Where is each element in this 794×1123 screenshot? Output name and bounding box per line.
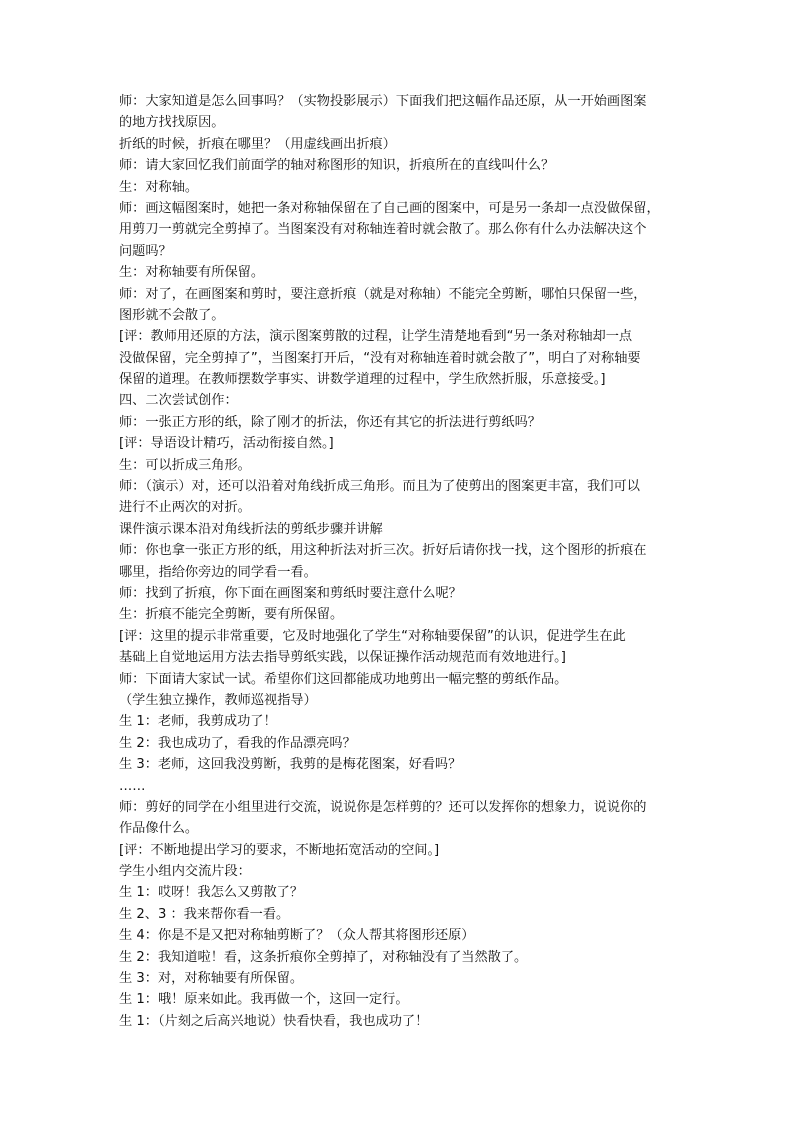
text-line: 生 2：我知道啦！看，这条折痕你全剪掉了，对称轴没有了当然散了。 <box>119 949 528 965</box>
text-line: 问题吗？ <box>119 243 172 259</box>
text-line: 生：对称轴。 <box>119 179 199 195</box>
text-line: 生：折痕不能完全剪断，要有所保留。 <box>119 607 344 623</box>
document-body <box>119 91 675 1032</box>
text-line: 生 3：老师，这回我没剪断，我剪的是梅花图案，好看吗？ <box>119 757 462 773</box>
text-line: 生：可以折成三角形。 <box>119 457 251 473</box>
text-line: 图形就不会散了。 <box>119 307 225 323</box>
text-line: 生 1：哎呀！我怎么又剪散了？ <box>119 885 304 901</box>
comment-line: [评：这里的提示非常重要，它及时地强化了学生“对称轴要保留”的认识，促进学生在此 <box>119 628 626 644</box>
text-line: 生 3：对，对称轴要有所保留。 <box>119 971 304 987</box>
comment-line: [评：不断地提出学习的要求，不断地拓宽活动的空间。] <box>119 842 440 858</box>
ellipsis-line: …… <box>119 778 146 794</box>
text-line: 师：（演示）对，还可以沿着对角线折成三角形。而且为了使剪出的图案更丰富，我们可以 <box>119 479 640 495</box>
comment-line: 基础上自觉地运用方法去指导剪纸实践，以保证操作活动规范而有效地进行。] <box>119 650 566 666</box>
text-line: 作品像什么。 <box>119 821 199 837</box>
text-line: 师：大家知道是怎么回事吗？（实物投影展示）下面我们把这幅作品还原，从一开始画图案 <box>119 94 647 109</box>
text-line: 的地方找找原因。 <box>119 115 225 131</box>
text-line: 生 1：老师，我剪成功了！ <box>119 714 277 730</box>
text-line: 生 2、3 ：我来帮你看一看。 <box>119 906 290 922</box>
comment-line: 没做保留，完全剪掉了”，当图案打开后，“没有对称轴连着时就会散了”，明白了对称轴要 <box>119 350 641 366</box>
text-line: 进行不止两次的对折。 <box>119 500 251 516</box>
text-line: 用剪刀一剪就完全剪掉了。当图案没有对称轴连着时就会散了。那么你有什么办法解决这个 <box>119 222 647 238</box>
text-line: 学生小组内交流片段： <box>119 864 251 880</box>
text-line: （学生独立操作，教师巡视指导） <box>119 692 317 708</box>
text-line: 师：请大家回忆我们前面学的轴对称图形的知识，折痕所在的直线叫什么？ <box>119 158 555 174</box>
section-heading: 四、二次尝试创作： <box>119 393 238 409</box>
text-line: 哪里，指给你旁边的同学看一看。 <box>119 564 317 580</box>
text-line: 师：你也拿一张正方形的纸，用这种折法对折三次。折好后请你找一找，这个图形的折痕在 <box>119 543 647 559</box>
text-line: 折纸的时候，折痕在哪里？（用虚线画出折痕） <box>119 136 396 152</box>
text-line: 生 2：我也成功了，看我的作品漂亮吗？ <box>119 735 356 751</box>
text-line: 课件演示课本沿对角线折法的剪纸步骤并讲解 <box>119 521 383 537</box>
text-line: 生 1：（片刻之后高兴地说）快看快看，我也成功了！ <box>119 1013 429 1029</box>
text-line: 师：画这幅图案时，她把一条对称轴保留在了自己画的图案中，可是另一条却一点没做保留， <box>119 200 660 216</box>
comment-line: [评：导语设计精巧，活动衔接自然。] <box>119 436 334 452</box>
text-line: 师：对了，在画图案和剪时，要注意折痕（就是对称轴）不能完全剪断，哪怕只保留一些， <box>119 286 647 302</box>
text-line: 生：对称轴要有所保留。 <box>119 265 265 281</box>
text-line: 师：下面请大家试一试。希望你们这回都能成功地剪出一幅完整的剪纸作品。 <box>119 671 568 687</box>
comment-line: [评：教师用还原的方法，演示图案剪散的过程，让学生清楚地看到“另一条对称轴却一点 <box>119 329 633 345</box>
text-line: 生 1：哦！原来如此。我再做一个，这回一定行。 <box>119 992 409 1008</box>
text-line: 师：一张正方形的纸，除了刚才的折法，你还有其它的折法进行剪纸吗？ <box>119 414 541 430</box>
text-line: 师：找到了折痕，你下面在画图案和剪纸时要注意什么呢？ <box>119 585 462 601</box>
comment-line: 保留的道理。在教师摆数学事实、讲数学道理的过程中，学生欣然折服，乐意接受。] <box>119 372 606 388</box>
text-line: 师：剪好的同学在小组里进行交流，说说你是怎样剪的？还可以发挥你的想象力，说说你的 <box>119 799 647 815</box>
text-line: 生 4：你是不是又把对称轴剪断了？（众人帮其将图形还原） <box>119 928 475 944</box>
